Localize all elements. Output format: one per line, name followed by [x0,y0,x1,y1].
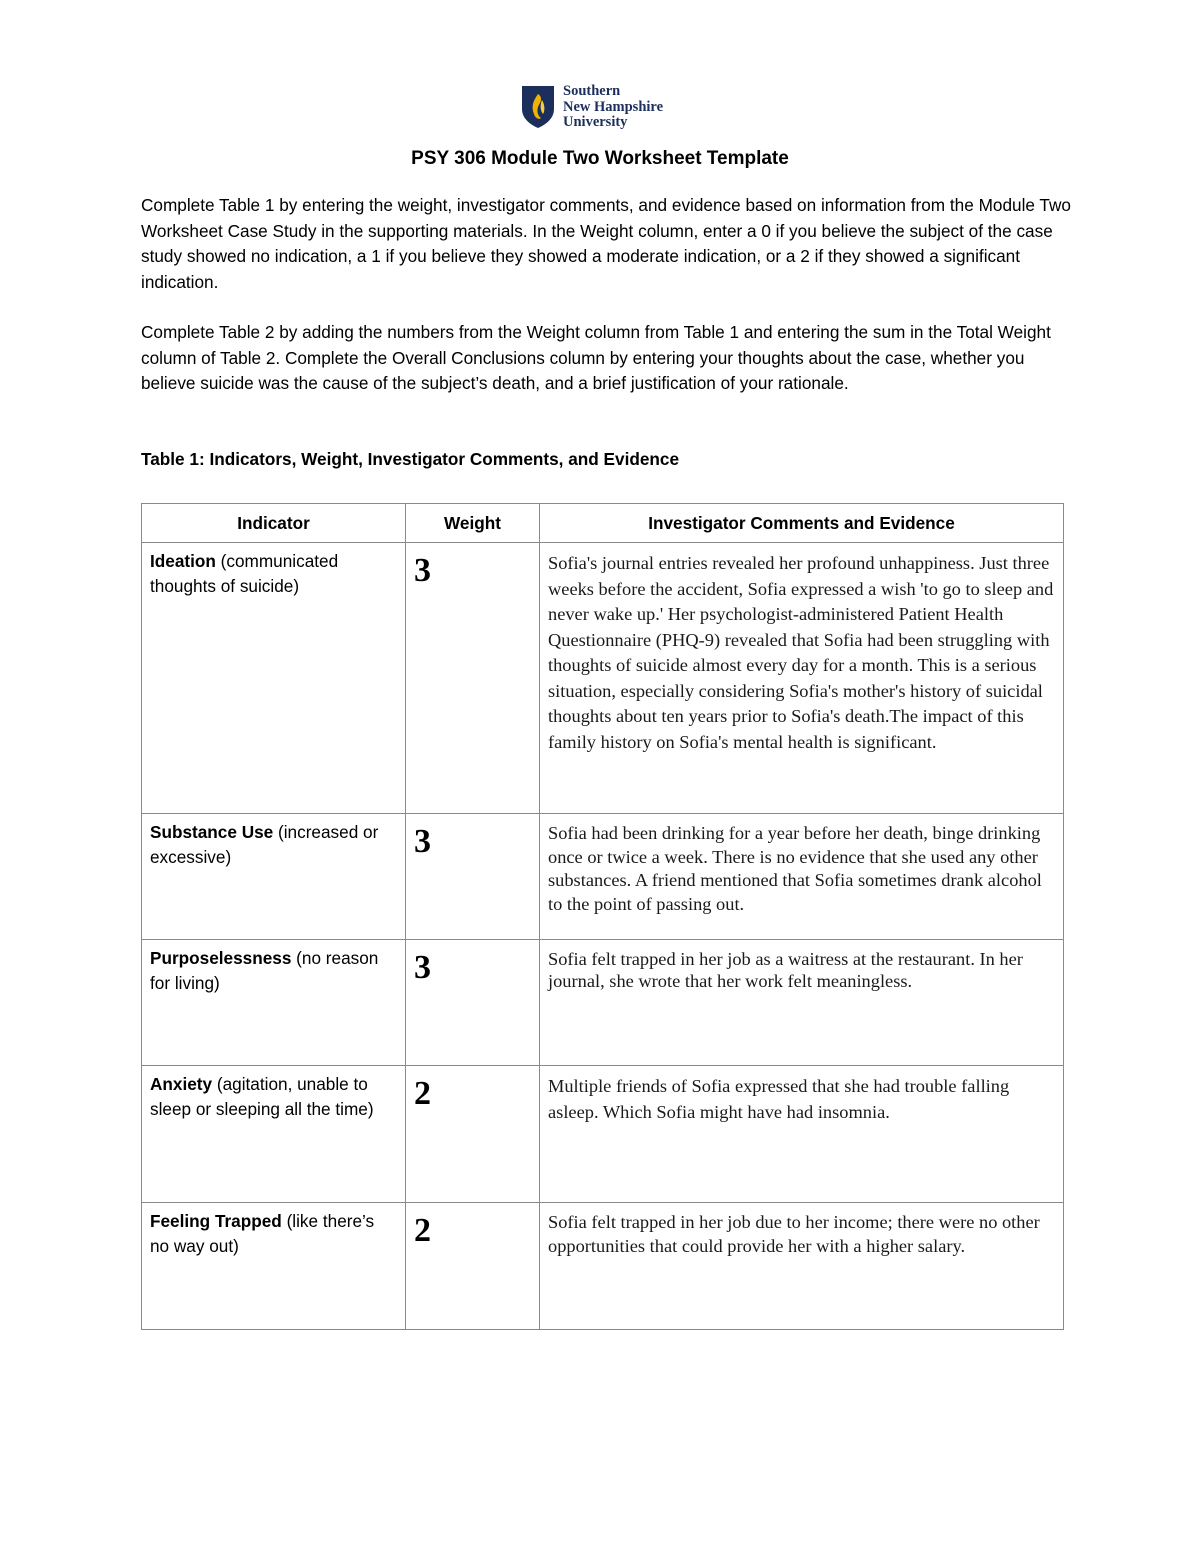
header-comments: Investigator Comments and Evidence [540,504,1064,543]
indicator-desc: (communicated thoughts of suicide) [150,551,339,596]
evidence-cell: Sofia felt trapped in her job as a waitress at the restaurant. In her journal, she wrote that her work felt meaningless. [540,940,1064,1066]
weight-cell: 3 [406,543,540,814]
indicator-name: Purposelessness [150,948,292,968]
header-indicator: Indicator [142,504,406,543]
indicator-name: Substance Use [150,822,274,842]
indicator-desc: (like there’s no way out) [150,1211,375,1256]
weight-cell: 3 [406,814,540,940]
page-title: PSY 306 Module Two Worksheet Template [411,148,789,169]
instructions-paragraph-1: Complete Table 1 by entering the weight, investigator comments, and evidence based on information from the Module Two Worksheet Case Study in the supporting materials. In the Weight column, enter a 0 if you believe the subject of the case study showed no indication, a 1 if you believe they showed a moderate indication, or a 2 if they showed a significant indication. [141,195,1071,292]
indicator-cell [142,1203,406,1330]
table-1 [141,503,1064,1330]
logo-line-3: University [563,114,628,130]
table-row [142,543,1064,814]
snhu-logo [521,85,663,131]
indicator-desc: (increased or excessive) [150,822,379,867]
table-row [142,1066,1064,1203]
header-weight: Weight [406,504,540,543]
evidence-cell: Sofia felt trapped in her job due to her income; there were no other opportunities that could provide her with a higher salary. [540,1203,1064,1330]
table-row [142,1203,1064,1330]
logo-line-1: Southern [563,83,621,99]
table-row [142,814,1064,940]
shield-flame-icon [521,85,555,129]
instructions-paragraph-2: Complete Table 2 by adding the numbers from the Weight column from Table 1 and entering the sum in the Total Weight column of Table 2. Complete the Overall Conclusions column by entering your thoughts about the case, whether you believe suicide was the cause of the subject’s death, and a brief justification of your rationale. [141,322,1051,393]
table-row [142,940,1064,1066]
logo-line-2: New Hampshire [563,98,664,115]
indicator-cell [142,543,406,814]
indicator-name: Ideation [150,551,216,571]
indicator-name: Anxiety [150,1074,213,1094]
indicator-name: Feeling Trapped [150,1211,282,1231]
table-header-row [142,504,1064,543]
table-1-caption: Table 1: Indicators, Weight, Investigator Comments, and Evidence [141,449,680,469]
indicator-desc: (agitation, unable to sleep or sleeping all the time) [150,1074,374,1119]
indicator-cell [142,1066,406,1203]
weight-cell: 3 [406,940,540,1066]
evidence-cell: Multiple friends of Sofia expressed that she had trouble falling asleep. Which Sofia might have had insomnia. [540,1066,1064,1203]
weight-cell: 2 [406,1066,540,1203]
logo-wordmark [563,84,663,131]
indicator-cell [142,940,406,1066]
evidence-cell: Sofia's journal entries revealed her profound unhappiness. Just three weeks before the accident, Sofia expressed a wish 'to go to sleep and never wake up.' Her psychologist-administered Patient Health Questionnaire (PHQ-9) revealed that Sofia had been struggling with thoughts of suicide almost every day for a month. This is a serious situation, especially considering Sofia's mother's history of suicidal thoughts about ten years prior to Sofia's death.The impact of this family history on Sofia's mental health is significant. [540,543,1064,814]
evidence-cell: Sofia had been drinking for a year before her death, binge drinking once or twice a week. There is no evidence that she used any other substances. A friend mentioned that Sofia sometimes drank alcohol to the point of passing out. [540,814,1064,940]
indicator-cell [142,814,406,940]
indicator-desc: (no reason for living) [150,948,379,993]
weight-cell: 2 [406,1203,540,1330]
